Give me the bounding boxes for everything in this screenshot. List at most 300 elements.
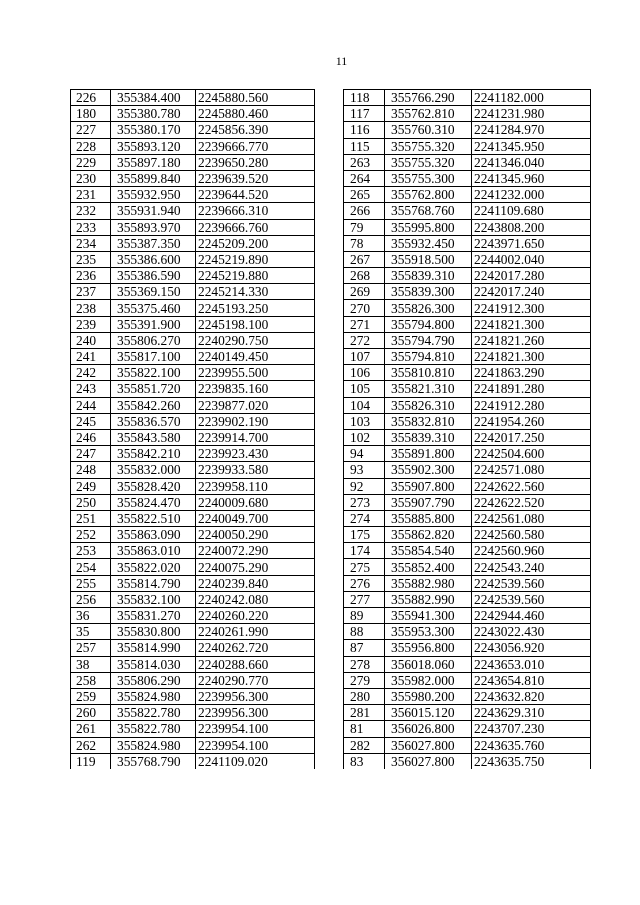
table-row: [344, 446, 591, 462]
point-number-cell: 87: [344, 640, 385, 656]
x-coordinate-cell: 355822.020: [111, 559, 196, 575]
x-coordinate-cell: 355863.010: [111, 543, 196, 559]
y-coordinate-cell: 2243808.200: [472, 219, 591, 235]
point-number-cell: 263: [344, 154, 385, 170]
x-coordinate-cell: 355932.450: [385, 235, 472, 251]
y-coordinate-cell: 2239933.580: [196, 462, 315, 478]
x-coordinate-cell: 355980.200: [385, 688, 472, 704]
table-row: [71, 656, 315, 672]
point-number-cell: 116: [344, 122, 385, 138]
y-coordinate-cell: 2242622.560: [472, 478, 591, 494]
point-number-cell: 252: [71, 527, 111, 543]
point-number-cell: 174: [344, 543, 385, 559]
point-number-cell: 93: [344, 462, 385, 478]
x-coordinate-cell: 355794.790: [385, 332, 472, 348]
point-number-cell: 240: [71, 332, 111, 348]
y-coordinate-cell: 2241345.950: [472, 138, 591, 154]
point-number-cell: 81: [344, 721, 385, 737]
y-coordinate-cell: 2240288.660: [196, 656, 315, 672]
y-coordinate-cell: 2245198.100: [196, 316, 315, 332]
table-row: [71, 575, 315, 591]
y-coordinate-cell: 2239639.520: [196, 170, 315, 186]
y-coordinate-cell: 2240050.290: [196, 527, 315, 543]
point-number-cell: 261: [71, 721, 111, 737]
point-number-cell: 279: [344, 672, 385, 688]
table-row: [71, 106, 315, 122]
table-row: [344, 591, 591, 607]
point-number-cell: 281: [344, 705, 385, 721]
x-coordinate-cell: 355768.790: [111, 753, 196, 769]
table-row: [344, 543, 591, 559]
x-coordinate-cell: 355885.800: [385, 510, 472, 526]
y-coordinate-cell: 2239666.770: [196, 138, 315, 154]
x-coordinate-cell: 355907.790: [385, 494, 472, 510]
y-coordinate-cell: 2239902.190: [196, 413, 315, 429]
x-coordinate-cell: 355982.000: [385, 672, 472, 688]
y-coordinate-cell: 2242571.080: [472, 462, 591, 478]
x-coordinate-cell: 355839.310: [385, 429, 472, 445]
table-row: [344, 575, 591, 591]
y-coordinate-cell: 2243971.650: [472, 235, 591, 251]
y-coordinate-cell: 2242622.520: [472, 494, 591, 510]
y-coordinate-cell: 2245880.560: [196, 90, 315, 106]
point-number-cell: 257: [71, 640, 111, 656]
point-number-cell: 106: [344, 365, 385, 381]
point-number-cell: 237: [71, 284, 111, 300]
y-coordinate-cell: 2240049.700: [196, 510, 315, 526]
table-row: [71, 284, 315, 300]
y-coordinate-cell: 2243654.810: [472, 672, 591, 688]
point-number-cell: 83: [344, 753, 385, 769]
table-row: [71, 235, 315, 251]
point-number-cell: 104: [344, 397, 385, 413]
table-row: [344, 478, 591, 494]
x-coordinate-cell: 356015.120: [385, 705, 472, 721]
table-row: [344, 462, 591, 478]
x-coordinate-cell: 355814.790: [111, 575, 196, 591]
point-number-cell: 258: [71, 672, 111, 688]
table-row: [71, 332, 315, 348]
x-coordinate-cell: 355862.820: [385, 527, 472, 543]
point-number-cell: 117: [344, 106, 385, 122]
y-coordinate-cell: 2240072.290: [196, 543, 315, 559]
y-coordinate-cell: 2240260.220: [196, 608, 315, 624]
table-row: [71, 494, 315, 510]
table-row: [344, 235, 591, 251]
table-row: [344, 705, 591, 721]
table-row: [71, 219, 315, 235]
y-coordinate-cell: 2243707.230: [472, 721, 591, 737]
y-coordinate-cell: 2241954.260: [472, 413, 591, 429]
y-coordinate-cell: 2241284.970: [472, 122, 591, 138]
point-number-cell: 38: [71, 656, 111, 672]
point-number-cell: 118: [344, 90, 385, 106]
x-coordinate-cell: 355375.460: [111, 300, 196, 316]
x-coordinate-cell: 355956.800: [385, 640, 472, 656]
x-coordinate-cell: 355380.170: [111, 122, 196, 138]
y-coordinate-cell: 2242017.280: [472, 268, 591, 284]
y-coordinate-cell: 2242539.560: [472, 575, 591, 591]
y-coordinate-cell: 2240075.290: [196, 559, 315, 575]
table-row: [71, 559, 315, 575]
point-number-cell: 253: [71, 543, 111, 559]
table-row: [71, 446, 315, 462]
table-row: [344, 753, 591, 769]
point-number-cell: 242: [71, 365, 111, 381]
point-number-cell: 180: [71, 106, 111, 122]
point-number-cell: 88: [344, 624, 385, 640]
table-row: [71, 381, 315, 397]
table-row: [71, 591, 315, 607]
coordinates-table-left: [70, 89, 315, 769]
point-number-cell: 248: [71, 462, 111, 478]
table-row: [71, 300, 315, 316]
table-row: [344, 494, 591, 510]
x-coordinate-cell: 356026.800: [385, 721, 472, 737]
y-coordinate-cell: 2242017.250: [472, 429, 591, 445]
x-coordinate-cell: 355386.590: [111, 268, 196, 284]
table-row: [71, 90, 315, 106]
y-coordinate-cell: 2241821.300: [472, 349, 591, 365]
point-number-cell: 119: [71, 753, 111, 769]
table-row: [344, 527, 591, 543]
y-coordinate-cell: 2242561.080: [472, 510, 591, 526]
table-row: [71, 737, 315, 753]
x-coordinate-cell: 355891.800: [385, 446, 472, 462]
x-coordinate-cell: 355760.310: [385, 122, 472, 138]
table-row: [71, 640, 315, 656]
x-coordinate-cell: 355369.150: [111, 284, 196, 300]
table-row: [344, 624, 591, 640]
point-number-cell: 227: [71, 122, 111, 138]
y-coordinate-cell: 2239956.300: [196, 688, 315, 704]
x-coordinate-cell: 355755.300: [385, 170, 472, 186]
x-coordinate-cell: 355842.210: [111, 446, 196, 462]
table-row: [344, 721, 591, 737]
point-number-cell: 94: [344, 446, 385, 462]
table-row: [71, 203, 315, 219]
table-row: [344, 284, 591, 300]
x-coordinate-cell: 355995.800: [385, 219, 472, 235]
table-row: [344, 688, 591, 704]
y-coordinate-cell: 2242543.240: [472, 559, 591, 575]
point-number-cell: 89: [344, 608, 385, 624]
y-coordinate-cell: 2242539.560: [472, 591, 591, 607]
table-row: [71, 251, 315, 267]
y-coordinate-cell: 2239650.280: [196, 154, 315, 170]
table-row: [344, 397, 591, 413]
point-number-cell: 256: [71, 591, 111, 607]
x-coordinate-cell: 355832.000: [111, 462, 196, 478]
x-coordinate-cell: 355882.990: [385, 591, 472, 607]
point-number-cell: 278: [344, 656, 385, 672]
y-coordinate-cell: 2242017.240: [472, 284, 591, 300]
table-row: [344, 656, 591, 672]
point-number-cell: 282: [344, 737, 385, 753]
coordinates-table-right: [343, 89, 591, 769]
y-coordinate-cell: 2240261.990: [196, 624, 315, 640]
y-coordinate-cell: 2239877.020: [196, 397, 315, 413]
x-coordinate-cell: 355824.980: [111, 737, 196, 753]
y-coordinate-cell: 2243629.310: [472, 705, 591, 721]
table-row: [344, 187, 591, 203]
y-coordinate-cell: 2239958.110: [196, 478, 315, 494]
x-coordinate-cell: 356027.800: [385, 753, 472, 769]
table-row: [71, 527, 315, 543]
table-row: [71, 429, 315, 445]
x-coordinate-cell: 355824.470: [111, 494, 196, 510]
y-coordinate-cell: 2241912.280: [472, 397, 591, 413]
point-number-cell: 280: [344, 688, 385, 704]
x-coordinate-cell: 355384.400: [111, 90, 196, 106]
point-number-cell: 267: [344, 251, 385, 267]
x-coordinate-cell: 355828.420: [111, 478, 196, 494]
y-coordinate-cell: 2239666.760: [196, 219, 315, 235]
x-coordinate-cell: 355762.800: [385, 187, 472, 203]
y-coordinate-cell: 2240290.770: [196, 672, 315, 688]
table-row: [71, 608, 315, 624]
table-row: [71, 122, 315, 138]
table-row: [71, 688, 315, 704]
y-coordinate-cell: 2239914.700: [196, 429, 315, 445]
y-coordinate-cell: 2241231.980: [472, 106, 591, 122]
y-coordinate-cell: 2239644.520: [196, 187, 315, 203]
table-row: [71, 268, 315, 284]
x-coordinate-cell: 355931.940: [111, 203, 196, 219]
y-coordinate-cell: 2240009.680: [196, 494, 315, 510]
point-number-cell: 36: [71, 608, 111, 624]
x-coordinate-cell: 355822.780: [111, 705, 196, 721]
table-row: [71, 721, 315, 737]
y-coordinate-cell: 2239956.300: [196, 705, 315, 721]
point-number-cell: 265: [344, 187, 385, 203]
table-row: [344, 349, 591, 365]
point-number-cell: 231: [71, 187, 111, 203]
point-number-cell: 78: [344, 235, 385, 251]
table-row: [344, 154, 591, 170]
table-row: [71, 187, 315, 203]
y-coordinate-cell: 2239955.500: [196, 365, 315, 381]
x-coordinate-cell: 355941.300: [385, 608, 472, 624]
table-row: [344, 122, 591, 138]
table-row: [71, 397, 315, 413]
table-row: [344, 413, 591, 429]
y-coordinate-cell: 2239954.100: [196, 737, 315, 753]
point-number-cell: 230: [71, 170, 111, 186]
x-coordinate-cell: 356018.060: [385, 656, 472, 672]
y-coordinate-cell: 2242560.580: [472, 527, 591, 543]
point-number-cell: 245: [71, 413, 111, 429]
y-coordinate-cell: 2239835.160: [196, 381, 315, 397]
table-row: [344, 251, 591, 267]
x-coordinate-cell: 355821.310: [385, 381, 472, 397]
x-coordinate-cell: 355843.580: [111, 429, 196, 445]
x-coordinate-cell: 355762.810: [385, 106, 472, 122]
y-coordinate-cell: 2243056.920: [472, 640, 591, 656]
y-coordinate-cell: 2243632.820: [472, 688, 591, 704]
table-row: [71, 705, 315, 721]
table-row: [344, 365, 591, 381]
point-number-cell: 92: [344, 478, 385, 494]
x-coordinate-cell: 355814.990: [111, 640, 196, 656]
point-number-cell: 226: [71, 90, 111, 106]
table-row: [71, 316, 315, 332]
x-coordinate-cell: 355391.900: [111, 316, 196, 332]
x-coordinate-cell: 355755.320: [385, 138, 472, 154]
table-row: [71, 672, 315, 688]
point-number-cell: 235: [71, 251, 111, 267]
point-number-cell: 232: [71, 203, 111, 219]
table-row: [71, 365, 315, 381]
table-row: [344, 737, 591, 753]
y-coordinate-cell: 2241182.000: [472, 90, 591, 106]
x-coordinate-cell: 355826.300: [385, 300, 472, 316]
y-coordinate-cell: 2240290.750: [196, 332, 315, 348]
point-number-cell: 262: [71, 737, 111, 753]
point-number-cell: 272: [344, 332, 385, 348]
table-row: [344, 219, 591, 235]
table-row: [71, 138, 315, 154]
x-coordinate-cell: 355794.800: [385, 316, 472, 332]
table-row: [71, 349, 315, 365]
y-coordinate-cell: 2243635.760: [472, 737, 591, 753]
x-coordinate-cell: 355918.500: [385, 251, 472, 267]
x-coordinate-cell: 355386.600: [111, 251, 196, 267]
point-number-cell: 234: [71, 235, 111, 251]
y-coordinate-cell: 2239666.310: [196, 203, 315, 219]
y-coordinate-cell: 2240262.720: [196, 640, 315, 656]
y-coordinate-cell: 2245856.390: [196, 122, 315, 138]
y-coordinate-cell: 2242944.460: [472, 608, 591, 624]
y-coordinate-cell: 2241109.680: [472, 203, 591, 219]
point-number-cell: 35: [71, 624, 111, 640]
point-number-cell: 243: [71, 381, 111, 397]
point-number-cell: 274: [344, 510, 385, 526]
x-coordinate-cell: 355830.800: [111, 624, 196, 640]
point-number-cell: 239: [71, 316, 111, 332]
point-number-cell: 271: [344, 316, 385, 332]
y-coordinate-cell: 2241232.000: [472, 187, 591, 203]
y-coordinate-cell: 2241345.960: [472, 170, 591, 186]
point-number-cell: 229: [71, 154, 111, 170]
point-number-cell: 238: [71, 300, 111, 316]
y-coordinate-cell: 2242504.600: [472, 446, 591, 462]
x-coordinate-cell: 355863.090: [111, 527, 196, 543]
table-row: [344, 640, 591, 656]
x-coordinate-cell: 355854.540: [385, 543, 472, 559]
y-coordinate-cell: 2243635.750: [472, 753, 591, 769]
point-number-cell: 264: [344, 170, 385, 186]
table-row: [344, 608, 591, 624]
point-number-cell: 277: [344, 591, 385, 607]
x-coordinate-cell: 355822.100: [111, 365, 196, 381]
x-coordinate-cell: 355832.100: [111, 591, 196, 607]
table-row: [344, 138, 591, 154]
table-row: [71, 543, 315, 559]
point-number-cell: 244: [71, 397, 111, 413]
x-coordinate-cell: 355953.300: [385, 624, 472, 640]
x-coordinate-cell: 355768.760: [385, 203, 472, 219]
y-coordinate-cell: 2239923.430: [196, 446, 315, 462]
x-coordinate-cell: 355806.290: [111, 672, 196, 688]
point-number-cell: 259: [71, 688, 111, 704]
x-coordinate-cell: 355822.780: [111, 721, 196, 737]
table-row: [344, 672, 591, 688]
table-row: [344, 510, 591, 526]
point-number-cell: 266: [344, 203, 385, 219]
point-number-cell: 273: [344, 494, 385, 510]
table-row: [344, 268, 591, 284]
point-number-cell: 246: [71, 429, 111, 445]
y-coordinate-cell: 2241346.040: [472, 154, 591, 170]
table-row: [344, 300, 591, 316]
point-number-cell: 247: [71, 446, 111, 462]
page-number: 11: [335, 54, 348, 68]
y-coordinate-cell: 2240149.450: [196, 349, 315, 365]
x-coordinate-cell: 355380.780: [111, 106, 196, 122]
table-body: [71, 90, 315, 769]
x-coordinate-cell: 355836.570: [111, 413, 196, 429]
point-number-cell: 254: [71, 559, 111, 575]
x-coordinate-cell: 355839.310: [385, 268, 472, 284]
table-row: [344, 106, 591, 122]
y-coordinate-cell: 2240239.840: [196, 575, 315, 591]
point-number-cell: 270: [344, 300, 385, 316]
point-number-cell: 233: [71, 219, 111, 235]
y-coordinate-cell: 2241821.300: [472, 316, 591, 332]
x-coordinate-cell: 355822.510: [111, 510, 196, 526]
x-coordinate-cell: 355832.810: [385, 413, 472, 429]
table-row: [344, 170, 591, 186]
point-number-cell: 236: [71, 268, 111, 284]
table-row: [344, 429, 591, 445]
table-row: [71, 478, 315, 494]
x-coordinate-cell: 355824.980: [111, 688, 196, 704]
x-coordinate-cell: 355842.260: [111, 397, 196, 413]
table-body: [344, 90, 591, 769]
point-number-cell: 102: [344, 429, 385, 445]
x-coordinate-cell: 355794.810: [385, 349, 472, 365]
x-coordinate-cell: 355893.970: [111, 219, 196, 235]
y-coordinate-cell: 2241863.290: [472, 365, 591, 381]
point-number-cell: 103: [344, 413, 385, 429]
x-coordinate-cell: 355852.400: [385, 559, 472, 575]
x-coordinate-cell: 355893.120: [111, 138, 196, 154]
point-number-cell: 268: [344, 268, 385, 284]
x-coordinate-cell: 355851.720: [111, 381, 196, 397]
table-row: [71, 510, 315, 526]
point-number-cell: 105: [344, 381, 385, 397]
table-row: [71, 624, 315, 640]
x-coordinate-cell: 355839.300: [385, 284, 472, 300]
table-row: [71, 154, 315, 170]
x-coordinate-cell: 355806.270: [111, 332, 196, 348]
point-number-cell: 269: [344, 284, 385, 300]
x-coordinate-cell: 355932.950: [111, 187, 196, 203]
table-row: [71, 753, 315, 769]
point-number-cell: 107: [344, 349, 385, 365]
point-number-cell: 249: [71, 478, 111, 494]
x-coordinate-cell: 355766.290: [385, 90, 472, 106]
x-coordinate-cell: 355882.980: [385, 575, 472, 591]
x-coordinate-cell: 355831.270: [111, 608, 196, 624]
y-coordinate-cell: 2245193.250: [196, 300, 315, 316]
x-coordinate-cell: 355814.030: [111, 656, 196, 672]
y-coordinate-cell: 2245219.890: [196, 251, 315, 267]
table-row: [344, 381, 591, 397]
y-coordinate-cell: 2241912.300: [472, 300, 591, 316]
x-coordinate-cell: 355899.840: [111, 170, 196, 186]
